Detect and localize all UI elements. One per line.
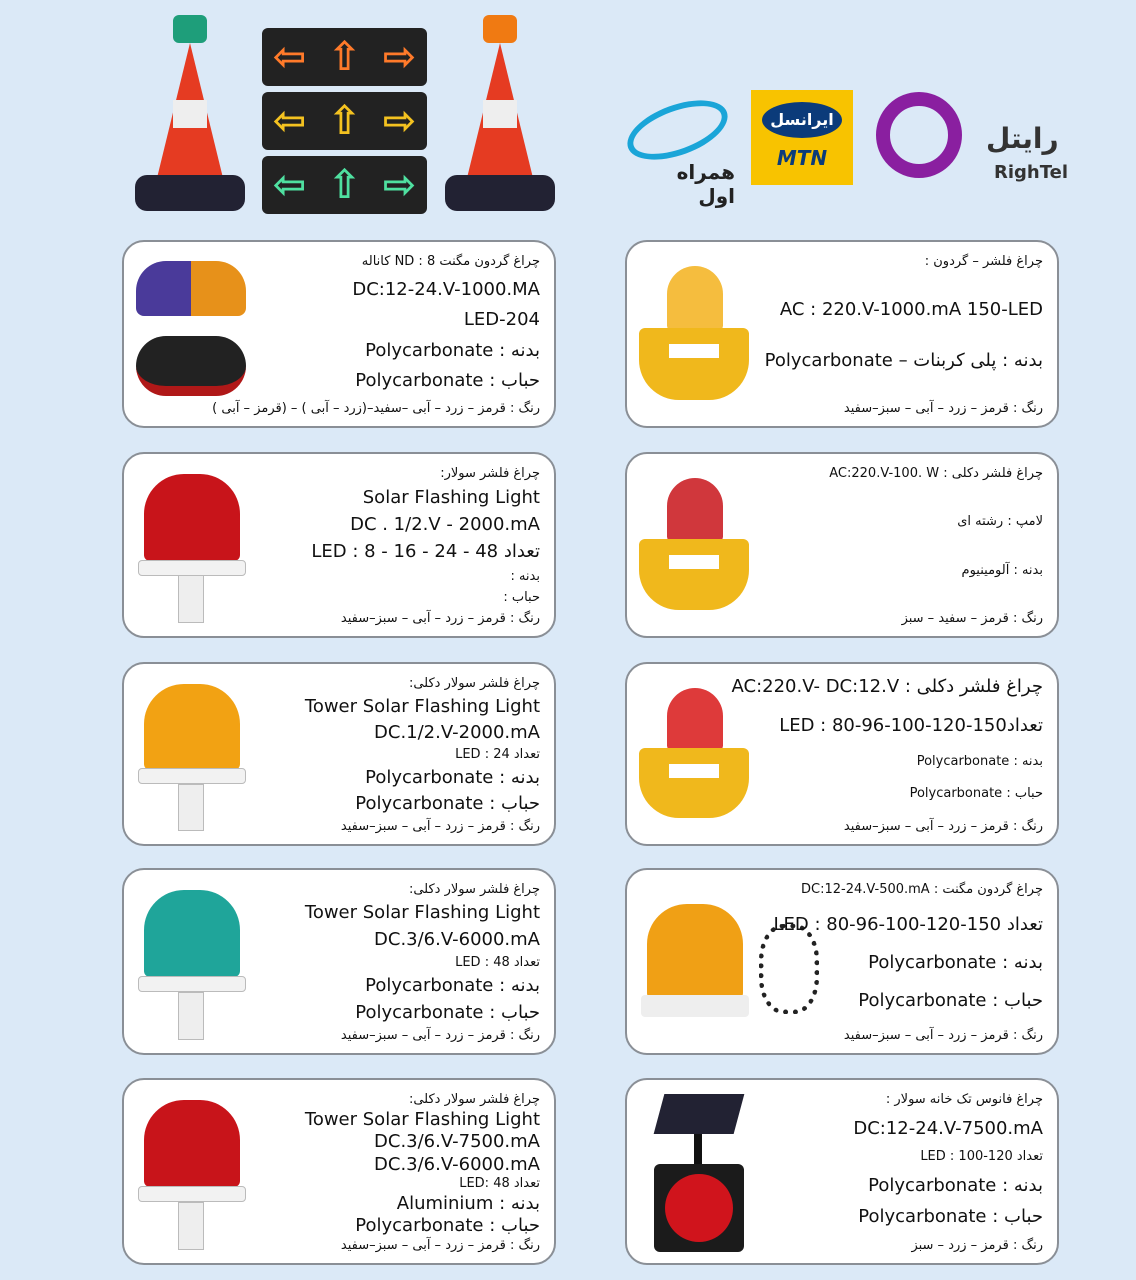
product-image: [639, 468, 749, 622]
product-image: [639, 1094, 749, 1249]
spec-line: حباب : Polycarbonate: [355, 1215, 540, 1237]
product-image: [136, 256, 246, 412]
traffic-cone-orange: [445, 15, 555, 200]
product-image: [136, 884, 246, 1039]
spec-line: رنگ : قرمز – زرد – آبی – سبز–سفید: [340, 1237, 540, 1253]
spec-line: تعداد LED : 24: [455, 747, 540, 763]
mtn-irancell-logo: ایرانسل MTN: [751, 90, 853, 185]
spec-line: AC : 220.V-1000.mA 150-LED: [779, 299, 1043, 320]
spec-line: رنگ : قرمز – زرد – آبی – سبز–سفید: [843, 401, 1043, 416]
spec-line: لامپ : رشته ای: [957, 514, 1043, 530]
product-card: [625, 240, 1059, 428]
spec-line: بدنه : Polycarbonate: [365, 767, 540, 789]
spec-line: Tower Solar Flashing Light: [304, 902, 540, 924]
arrow-sign-green: ⇦ ⇧ ⇨: [262, 156, 427, 214]
spec-line: تعداد LED: 48: [459, 1176, 540, 1192]
spec-line: حباب : Polycarbonate: [355, 1001, 540, 1023]
spec-line: رنگ : قرمز – زرد – آبی – سبز–سفید: [843, 819, 1043, 834]
spec-line: تعدادLED : 80-96-100-120-150: [779, 714, 1043, 736]
spec-line: Solar Flashing Light: [362, 487, 540, 509]
spec-line: DC.3/6.V-6000.mA: [374, 928, 540, 950]
product-image: [136, 1094, 246, 1249]
product-image: [639, 884, 749, 1039]
product-title: چراغ فلشر دکلی : AC:220.V- DC:12.V: [731, 676, 1043, 697]
spec-line: DC.3/6.V-7500.mA: [374, 1131, 540, 1153]
spec-line: رنگ : قرمز – زرد – آبی –سفید–(زرد – آبی ) – (قرمز – آبی ): [212, 400, 540, 416]
product-card: [122, 240, 556, 428]
spec-line: تعداد LED : 100-120: [920, 1149, 1043, 1165]
product-title: چراغ فانوس تک خانه سولار :: [885, 1092, 1043, 1107]
product-title: چراغ گردون مگنت ND : 8 کاناله: [361, 254, 540, 269]
product-card: [122, 662, 556, 846]
product-card: [122, 452, 556, 638]
product-image: [136, 678, 246, 830]
spec-line: DC.1/2.V-2000.mA: [374, 721, 540, 743]
spec-line: بدنه : Polycarbonate: [365, 339, 540, 361]
spec-line: تعداد LED : 8 - 16 - 24 - 48: [311, 541, 540, 563]
spec-line: بدنه : Polycarbonate: [868, 952, 1043, 973]
product-title: چراغ فلشر دکلی : AC:220.V-100. W: [829, 466, 1043, 481]
product-card: [122, 868, 556, 1055]
spec-line: حباب : Polycarbonate: [858, 1206, 1043, 1228]
product-title: چراغ فلشر سولار:: [440, 466, 540, 481]
mci-logo: همراه اول: [625, 85, 735, 195]
spec-line: رنگ : قرمز – زرد – سبز: [911, 1237, 1043, 1253]
spec-line: حباب : Polycarbonate: [909, 786, 1043, 802]
product-image: [136, 468, 246, 622]
spec-line: 204-LED: [463, 309, 540, 331]
product-card: [625, 662, 1059, 846]
spec-line: حباب : Polycarbonate: [355, 793, 540, 815]
spec-line: DC.3/6.V-6000.mA: [374, 1153, 540, 1175]
spec-line: رنگ : قرمز – زرد – آبی – سبز–سفید: [340, 818, 540, 834]
product-title: چراغ فلشر سولار دکلی:: [408, 676, 540, 691]
product-card: [625, 452, 1059, 638]
product-image: [639, 678, 749, 830]
spec-line: DC . 1/2.V - 2000.mA: [350, 514, 540, 536]
spec-line: بدنه :: [510, 568, 540, 584]
spec-line: رنگ : قرمز – سفید – سبز: [901, 610, 1043, 626]
spec-line: بدنه : Polycarbonate: [868, 1174, 1043, 1196]
spec-line: حباب :: [503, 589, 540, 605]
spec-line: رنگ : قرمز – زرد – آبی – سبز–سفید: [340, 1027, 540, 1043]
spec-line: تعداد LED : 80-96-100-120-150: [773, 914, 1043, 935]
spec-line: حباب : Polycarbonate: [858, 990, 1043, 1011]
product-card: [625, 868, 1059, 1055]
spec-line: بدنه : آلومینیوم: [961, 562, 1043, 578]
rightel-logo: رایتل RighTel: [876, 92, 1076, 192]
spec-line: رنگ : قرمز – زرد – آبی – سبز–سفید: [843, 1028, 1043, 1043]
spec-line: بدنه : Polycarbonate: [365, 975, 540, 997]
product-title: چراغ فلشر سولار دکلی:: [408, 882, 540, 897]
product-image: [639, 256, 749, 412]
spec-line: رنگ : قرمز – زرد – آبی – سبز–سفید: [340, 610, 540, 626]
spec-line: حباب : Polycarbonate: [355, 370, 540, 392]
product-card: [122, 1078, 556, 1265]
arrow-sign-red: ⇦ ⇧ ⇨: [262, 28, 427, 86]
spec-line: بدنه : پلی کربنات – Polycarbonate: [764, 350, 1043, 371]
spec-line: بدنه : Aluminium: [396, 1192, 540, 1214]
arrow-sign-yellow: ⇦ ⇧ ⇨: [262, 92, 427, 150]
product-title: چراغ فلشر سولار دکلی:: [408, 1092, 540, 1107]
spec-line: Tower Solar Flashing Light: [304, 695, 540, 717]
product-card: [625, 1078, 1059, 1265]
spec-line: DC:12-24.V-1000.MA: [352, 278, 540, 300]
product-title: چراغ فلشر – گردون :: [924, 254, 1043, 269]
product-title: چراغ گردون مگنت : DC:12-24.V-500.mA: [801, 882, 1043, 897]
spec-line: DC:12-24.V-7500.mA: [853, 1117, 1043, 1139]
spec-line: بدنه : Polycarbonate: [916, 753, 1043, 769]
spec-line: تعداد LED : 48: [455, 954, 540, 970]
header-banner: [0, 0, 1136, 230]
traffic-cone-green: [135, 15, 245, 200]
spec-line: Tower Solar Flashing Light: [304, 1108, 540, 1130]
